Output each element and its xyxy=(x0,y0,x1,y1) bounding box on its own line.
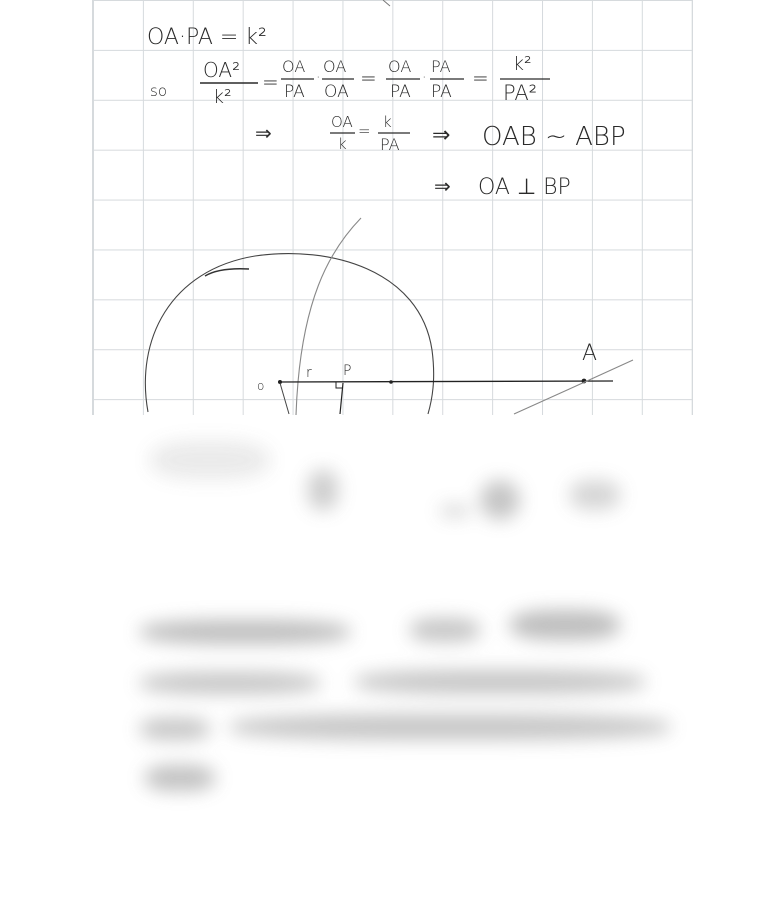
svg-text:⇒: ⇒ xyxy=(255,121,272,145)
label-a: A xyxy=(582,341,598,366)
line-through-a xyxy=(514,360,633,414)
svg-text:=: = xyxy=(262,70,279,94)
frac1-numerator: OA² xyxy=(203,58,241,82)
frac6-numerator: k² xyxy=(513,53,532,75)
frac2-numerator: OA xyxy=(282,57,306,76)
implies-lhs-denominator: k xyxy=(338,135,347,153)
geometry-diagram xyxy=(145,218,633,415)
svg-text:·: · xyxy=(422,70,427,86)
svg-text:⇒: ⇒ xyxy=(432,123,451,148)
frac5-denominator: PA xyxy=(431,82,452,102)
frac1-denominator: k² xyxy=(213,86,232,108)
frac3-numerator: OA xyxy=(323,57,347,76)
similar-triangles: OAB ~ ABP xyxy=(482,122,626,152)
implies-rhs-numerator: k xyxy=(383,113,392,131)
svg-text:=: = xyxy=(360,66,377,90)
line-oa xyxy=(278,381,613,382)
perpendicular-statement: OA ⊥ BP xyxy=(478,175,571,200)
fraction-chain xyxy=(200,53,550,108)
implies-lhs-numerator: OA xyxy=(331,113,353,131)
equation-oa-pa: OA·PA = k² xyxy=(147,25,267,50)
frac3-denominator: OA xyxy=(324,82,349,102)
so-label: so xyxy=(150,82,167,100)
frac4-numerator: OA xyxy=(388,57,412,76)
frac6-denominator: PA² xyxy=(503,81,538,105)
svg-text:=: = xyxy=(358,122,371,140)
inner-arc xyxy=(296,218,361,415)
circle-arc xyxy=(145,254,433,414)
svg-text:⇒: ⇒ xyxy=(434,174,451,198)
svg-text:=: = xyxy=(472,66,489,90)
label-o: o xyxy=(257,379,265,393)
label-p: P xyxy=(343,363,352,379)
frac2-denominator: PA xyxy=(284,82,305,102)
svg-text:·: · xyxy=(316,70,321,86)
implies-rhs-denominator: PA xyxy=(380,135,400,154)
frac4-denominator: PA xyxy=(390,82,411,102)
label-r: r xyxy=(306,365,312,381)
blurred-content xyxy=(80,410,700,830)
frac5-numerator: PA xyxy=(431,57,451,76)
